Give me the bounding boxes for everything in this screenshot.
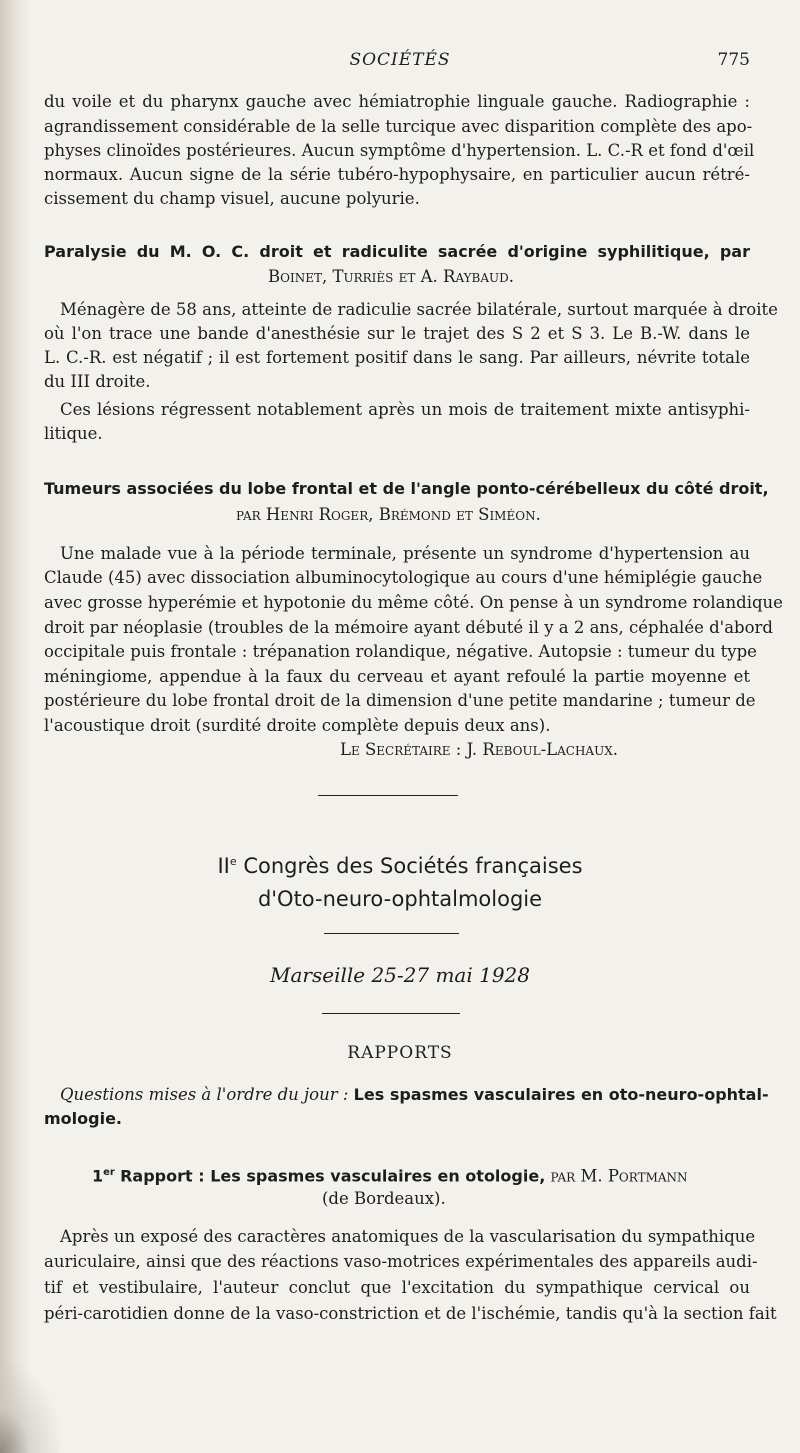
page-number: 775 bbox=[717, 50, 750, 70]
paragraph-line: Une malade vue à la période terminale, présente un syndrome d'hypertension au bbox=[60, 544, 750, 563]
paragraph-line: postérieure du lobe frontal droit de la dimension d'une petite mandarine ; tumeur de bbox=[44, 691, 756, 710]
congress-place-date: Marseille 25-27 mai 1928 bbox=[270, 963, 530, 987]
report-ordinal-sup: er bbox=[103, 1167, 115, 1178]
questions-line bbox=[60, 1083, 769, 1107]
paragraph-line: physes clinoïdes postérieures. Aucun symptôme d'hypertension. L. C.-R et fond d'œil bbox=[44, 141, 755, 160]
paragraph-line: tif et vestibulaire, l'auteur conclut que l'excitation du sympathique cervical ou bbox=[44, 1278, 750, 1297]
paragraph-line: avec grosse hyperémie et hypotonie du même côté. On pense à un syndrome rolandique bbox=[44, 593, 783, 612]
report-title bbox=[92, 1161, 688, 1189]
section-divider bbox=[318, 795, 458, 796]
paragraph-line: l'acoustique droit (surdité droite complète depuis deux ans). bbox=[44, 716, 551, 735]
congress-ordinal-sup: e bbox=[229, 855, 237, 868]
report-ordinal: 1 bbox=[92, 1166, 104, 1186]
paragraph-line: où l'on trace une bande d'anesthésie sur le trajet des S 2 et S 3. Le B.-W. dans le bbox=[44, 324, 750, 343]
congress-title-line2: d'Oto-neuro-ophtalmologie bbox=[257, 887, 543, 911]
article-authors: par Henri Roger, Brémond et Siméon. bbox=[236, 505, 541, 524]
paragraph-line: litique. bbox=[44, 424, 103, 443]
secretary-signature: Le Secrétaire : J. Reboul-Lachaux. bbox=[340, 740, 618, 759]
running-title: SOCIÉTÉS bbox=[349, 50, 451, 70]
paragraph-line: auriculaire, ainsi que des réactions vaso-motrices expérimentales des appareils audi- bbox=[44, 1252, 758, 1271]
questions-topic-cont: mologie. bbox=[44, 1109, 123, 1128]
page-header bbox=[0, 50, 800, 74]
paragraph-line: Après un exposé des caractères anatomiques de la vascularisation du sympathique bbox=[60, 1227, 756, 1246]
questions-topic: Les spasmes vasculaires en oto-neuro-ophtal- bbox=[353, 1085, 769, 1104]
congress-title-line1 bbox=[0, 848, 800, 880]
paragraph-line: Ménagère de 58 ans, atteinte de radiculie sacrée bilatérale, surtout marquée à droite bbox=[60, 300, 778, 319]
paragraph-line: cissement du champ visuel, aucune polyurie. bbox=[44, 189, 420, 208]
page-gutter-shadow bbox=[0, 0, 30, 1453]
rapports-heading: RAPPORTS bbox=[347, 1043, 453, 1063]
page-corner-shadow bbox=[0, 1363, 60, 1453]
congress-divider bbox=[324, 933, 459, 934]
paragraph-line: méningiome, appendue à la faux du cerveau et ayant refoulé la partie moyenne et bbox=[44, 667, 750, 686]
paragraph-line: péri-carotidien donne de la vaso-constriction et de l'ischémie, tandis qu'à la section fait bbox=[44, 1304, 777, 1323]
paragraph-line: Claude (45) avec dissociation albuminocytologique au cours d'une hémiplégie gauche bbox=[44, 568, 763, 587]
congress-ordinal: II bbox=[217, 854, 230, 878]
paragraph-line: L. C.-R. est négatif ; il est fortement positif dans le sang. Par ailleurs, névrite totale bbox=[44, 348, 750, 367]
paragraph-line: normaux. Aucun signe de la série tubéro-hypophysaire, en particulier aucun rétré- bbox=[44, 165, 750, 184]
questions-lead: Questions mises à l'ordre du jour : bbox=[60, 1085, 354, 1104]
report-label: Rapport : Les spasmes vasculaires en otologie, bbox=[120, 1166, 546, 1186]
article-title: Paralysie du M. O. C. droit et radiculite sacrée d'origine syphilitique, par bbox=[44, 242, 750, 261]
article-authors: Boinet, Turriès et A. Raybaud. bbox=[268, 267, 515, 286]
report-author: par M. Portmann bbox=[550, 1166, 688, 1186]
paragraph-line: occipitale puis frontale : trépanation rolandique, négative. Autopsie : tumeur du type bbox=[44, 642, 757, 661]
congress-title-text: Congrès des Sociétés françaises bbox=[243, 854, 583, 878]
paragraph-line: du III droite. bbox=[44, 372, 151, 391]
date-divider bbox=[322, 1013, 460, 1014]
paragraph-line: du voile et du pharynx gauche avec hémiatrophie linguale gauche. Radiographie : bbox=[44, 92, 750, 111]
paragraph-line: droit par néoplasie (troubles de la mémoire ayant débuté il y a 2 ans, céphalée d'abord bbox=[44, 618, 773, 637]
report-origin: (de Bordeaux). bbox=[322, 1189, 446, 1208]
paragraph-line: agrandissement considérable de la selle turcique avec disparition complète des apo- bbox=[44, 117, 753, 136]
article-title: Tumeurs associées du lobe frontal et de l'angle ponto-cérébelleux du côté droit, bbox=[44, 479, 769, 498]
paragraph-line: Ces lésions régressent notablement après un mois de traitement mixte antisyphi- bbox=[60, 400, 750, 419]
